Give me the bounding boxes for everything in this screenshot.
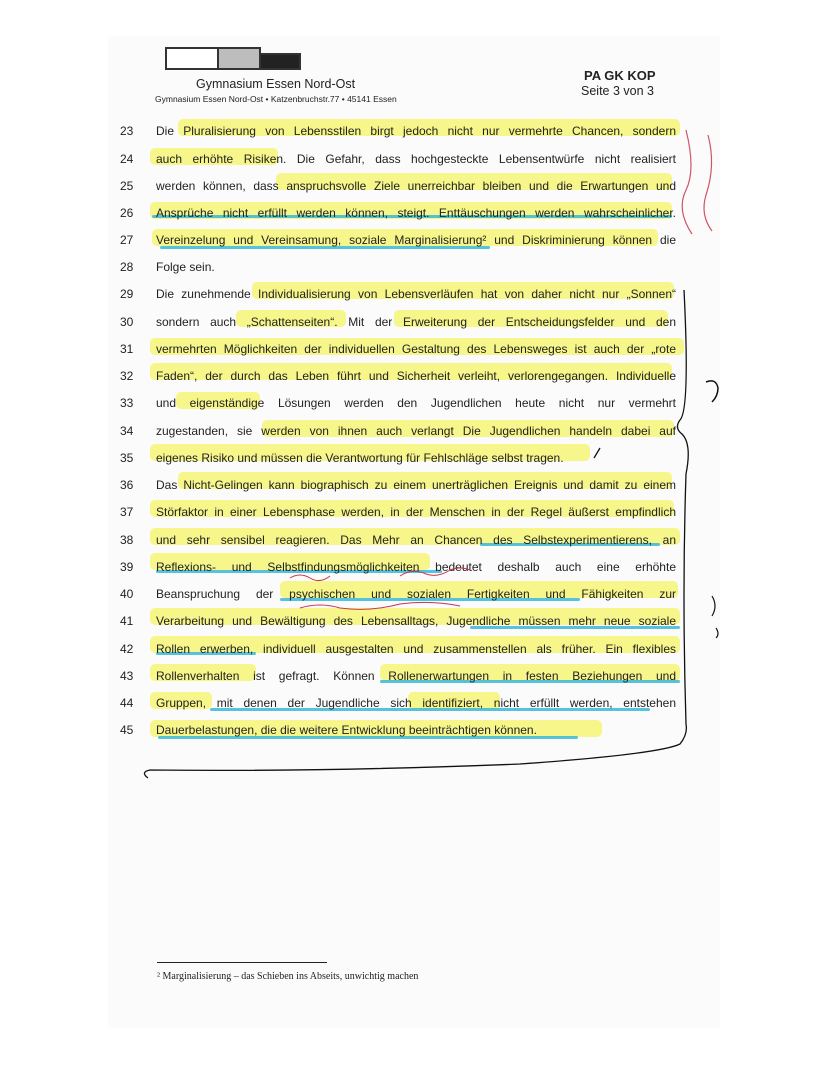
footnote-divider (157, 962, 327, 963)
text-line: und eigenständige Lösungen werden den Jugendlichen heute nicht nur vermehrt (156, 396, 676, 410)
text-line: Das Nicht-Gelingen kann biographisch zu einem unerträglichen Ereignis und damit zu einem (156, 478, 676, 492)
line-number: 37 (120, 505, 134, 519)
text-line: auch erhöhte Risiken. Die Gefahr, dass hochgesteckte Lebensentwürfe nicht realisiert (156, 152, 676, 166)
text-line: sondern auch „Schattenseiten“. Mit der Erweiterung der Entscheidungsfelder und den (156, 315, 676, 329)
line-number: 36 (120, 478, 134, 492)
text-line: und sehr sensibel reagieren. Das Mehr an Chancen des Selbstexperimentierens, an (156, 533, 676, 547)
line-number: 33 (120, 396, 134, 410)
line-number: 34 (120, 424, 134, 438)
text-line: Rollen erwerben, individuell ausgestalten und zusammenstellen als früher. Ein flexibles (156, 642, 676, 656)
school-name: Gymnasium Essen Nord-Ost (196, 77, 356, 91)
text-line: werden können, dass anspruchsvolle Ziele unerreichbar bleiben und die Erwartungen und (156, 179, 676, 193)
text-line: Störfaktor in einer Lebensphase werden, in der Menschen in der Regel äußerst empfindlich (156, 505, 676, 519)
text-line: Ansprüche nicht erfüllt werden können, steigt. Enttäuschungen werden wahrscheinlicher. (156, 206, 676, 220)
line-number: 29 (120, 287, 134, 301)
text-line: eigenes Risiko und müssen die Verantwortung für Fehlschläge selbst tragen. (156, 451, 564, 465)
line-number: 39 (120, 560, 134, 574)
line-number: 41 (120, 614, 134, 628)
text-line: vermehrten Möglichkeiten der individuellen Gestaltung des Lebensweges ist auch der „rote (156, 342, 676, 356)
text-line: Faden“, der durch das Leben führt und Sicherheit verleiht, verlorengegangen. Individuelle (156, 369, 676, 383)
text-line: Dauerbelastungen, die die weitere Entwicklung beeinträchtigen können. (156, 723, 537, 737)
line-number: 30 (120, 315, 134, 329)
school-logo-box-3 (259, 53, 301, 70)
text-line: Reflexions- und Selbstfindungsmöglichkeiten bedeutet deshalb auch eine erhöhte (156, 560, 676, 574)
line-number: 26 (120, 206, 134, 220)
line-number: 27 (120, 233, 134, 247)
text-line: Rollenverhalten ist gefragt. Können Rollenerwartungen in festen Beziehungen und (156, 669, 676, 683)
footnote: ² Marginalisierung – das Schieben ins Abseits, unwichtig machen (157, 971, 419, 982)
text-line: zugestanden, sie werden von ihnen auch verlangt Die Jugendlichen handeln dabei auf (156, 424, 676, 438)
school-logo-box-2 (217, 47, 261, 70)
page-number: Seite 3 von 3 (581, 84, 654, 98)
text-line: Vereinzelung und Vereinsamung, soziale Marginalisierung² und Diskriminierung können die (156, 233, 676, 247)
school-logo-box-1 (165, 47, 219, 70)
line-number: 40 (120, 587, 134, 601)
school-address: Gymnasium Essen Nord-Ost • Katzenbruchstr.77 • 45141 Essen (155, 94, 397, 104)
line-number: 43 (120, 669, 134, 683)
line-number: 28 (120, 260, 134, 274)
line-number: 38 (120, 533, 134, 547)
course-label: PA GK KOP (584, 68, 656, 83)
text-line: Gruppen, mit denen der Jugendliche sich identifiziert, nicht erfüllt werden, entstehen (156, 696, 676, 710)
text-line: Folge sein. (156, 260, 215, 274)
line-number: 23 (120, 124, 134, 138)
line-number: 35 (120, 451, 134, 465)
line-number: 25 (120, 179, 134, 193)
line-number: 24 (120, 152, 134, 166)
line-number: 31 (120, 342, 134, 356)
line-number: 32 (120, 369, 134, 383)
text-line: Die Pluralisierung von Lebensstilen birgt jedoch nicht nur vermehrte Chancen, sondern (156, 124, 676, 138)
text-line: Die zunehmende Individualisierung von Lebensverläufen hat von daher nicht nur „Sonnen“ (156, 287, 676, 301)
line-number: 42 (120, 642, 134, 656)
text-line: Beanspruchung der psychischen und sozialen Fertigkeiten und Fähigkeiten zur (156, 587, 676, 601)
text-line: Verarbeitung und Bewältigung des Lebensalltags, Jugendliche müssen mehr neue soziale (156, 614, 676, 628)
line-number: 45 (120, 723, 134, 737)
line-number: 44 (120, 696, 134, 710)
